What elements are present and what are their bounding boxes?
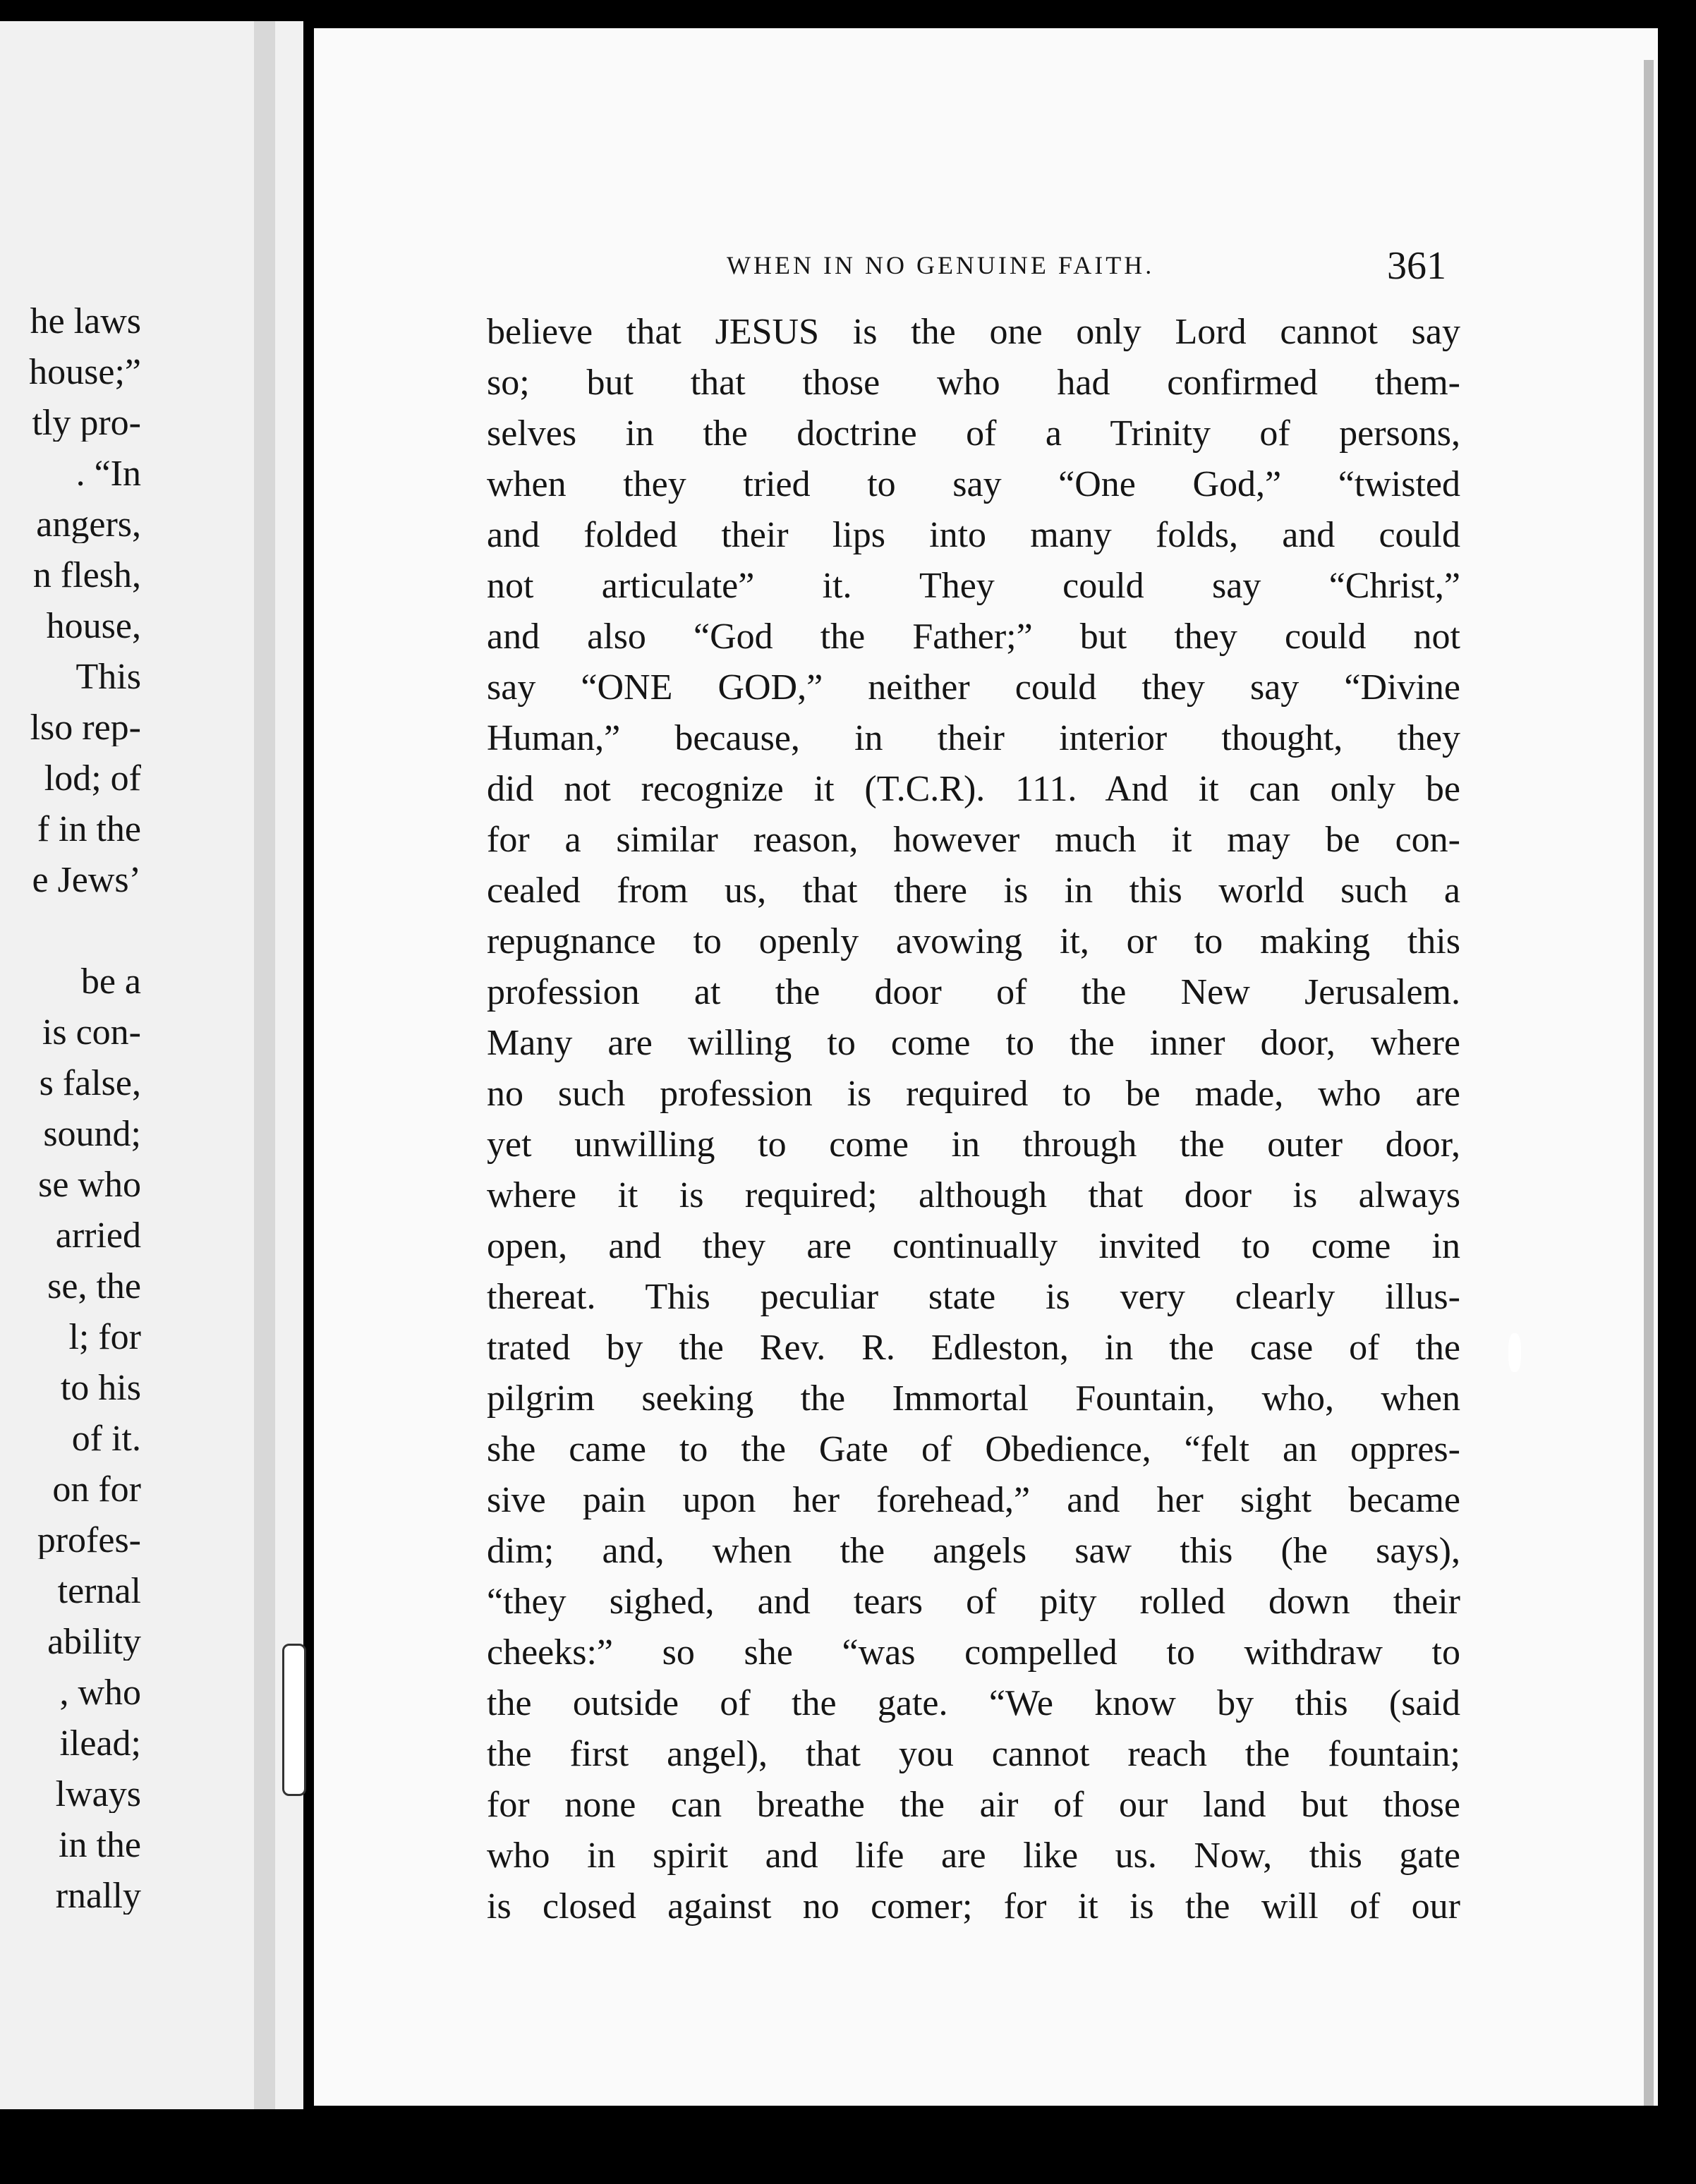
left-page-line: is con- bbox=[42, 1014, 141, 1051]
body-line: “they sighed, and tears of pity rolled down their bbox=[487, 1582, 1460, 1622]
running-head: WHEN IN NO GENUINE FAITH. bbox=[727, 251, 1155, 279]
left-page-line: be a bbox=[80, 964, 141, 1000]
page-number: 361 bbox=[1387, 244, 1446, 288]
body-line: sive pain upon her forehead,” and her sight became bbox=[487, 1480, 1460, 1520]
body-line: for a similar reason, however much it may be con- bbox=[487, 820, 1460, 860]
left-page-line: se, the bbox=[47, 1268, 141, 1305]
body-line: repugnance to openly avowing it, or to making this bbox=[487, 921, 1460, 961]
left-page-line: l; for bbox=[68, 1319, 141, 1356]
body-line: trated by the Rev. R. Edleston, in the case of the bbox=[487, 1328, 1460, 1368]
body-line: did not recognize it (T.C.R). 111. And it can only be bbox=[487, 769, 1460, 809]
body-line: Human,” because, in their interior thought, they bbox=[487, 718, 1460, 758]
body-line: thereat. This peculiar state is very clearly illus- bbox=[487, 1277, 1460, 1317]
body-line: open, and they are continually invited to come in bbox=[487, 1226, 1460, 1266]
left-page-line: f in the bbox=[37, 811, 141, 848]
body-line: is closed against no comer; for it is the will of our bbox=[487, 1886, 1460, 1927]
body-line: cheeks:” so she “was compelled to withdraw to bbox=[487, 1632, 1460, 1673]
left-page-line: angers, bbox=[36, 506, 141, 543]
body-line: when they tried to say “One God,” “twisted bbox=[487, 464, 1460, 504]
left-page-line: in the bbox=[59, 1827, 141, 1864]
left-page-line: on for bbox=[52, 1472, 141, 1508]
body-line: pilgrim seeking the Immortal Fountain, who, when bbox=[487, 1378, 1460, 1419]
left-page-line: se who bbox=[38, 1167, 141, 1203]
left-page-line: lways bbox=[55, 1776, 141, 1813]
body-line: the first angel), that you cannot reach the fountain; bbox=[487, 1734, 1460, 1774]
body-line: believe that JESUS is the one only Lord cannot say bbox=[487, 312, 1460, 352]
paper-speck bbox=[1508, 1333, 1521, 1372]
page-edge bbox=[1644, 60, 1654, 2106]
body-line: who in spirit and life are like us. Now, this gate bbox=[487, 1836, 1460, 1876]
left-page-line: This bbox=[75, 659, 141, 696]
left-page-line: of it. bbox=[71, 1421, 141, 1457]
body-line: and folded their lips into many folds, and could bbox=[487, 515, 1460, 555]
left-page-line: ability bbox=[47, 1624, 141, 1661]
body-line: not articulate” it. They could say “Christ,” bbox=[487, 566, 1460, 606]
left-page-line: profes- bbox=[37, 1522, 141, 1559]
left-page-line: . “In bbox=[75, 456, 141, 492]
left-page-line: he laws bbox=[30, 303, 141, 340]
left-page-line: s false, bbox=[39, 1065, 141, 1102]
body-line: say “ONE GOD,” neither could they say “Divine bbox=[487, 667, 1460, 708]
left-page-line: e Jews’ bbox=[32, 862, 141, 899]
left-page-line: n flesh, bbox=[32, 557, 141, 594]
body-line: where it is required; although that door is always bbox=[487, 1175, 1460, 1215]
body-line: cealed from us, that there is in this world such a bbox=[487, 870, 1460, 911]
body-line: she came to the Gate of Obedience, “felt an oppres- bbox=[487, 1429, 1460, 1469]
left-page-line: sound; bbox=[43, 1116, 141, 1153]
left-page-line: , who bbox=[59, 1675, 141, 1711]
left-page-line: ternal bbox=[57, 1573, 141, 1610]
page-gutter bbox=[254, 21, 275, 2109]
left-page-line: lod; of bbox=[44, 760, 141, 797]
body-line: so; but that those who had confirmed them- bbox=[487, 363, 1460, 403]
body-text bbox=[487, 307, 1460, 1932]
body-line: for none can breathe the air of our land but those bbox=[487, 1785, 1460, 1825]
left-page-line: house;” bbox=[29, 354, 141, 391]
body-line: no such profession is required to be made, who are bbox=[487, 1074, 1460, 1114]
body-line: selves in the doctrine of a Trinity of persons, bbox=[487, 413, 1460, 454]
body-line: dim; and, when the angels saw this (he says), bbox=[487, 1531, 1460, 1571]
body-line: the outside of the gate. “We know by this (said bbox=[487, 1683, 1460, 1723]
left-page-line: house, bbox=[46, 608, 141, 645]
left-page-line: lso rep- bbox=[30, 710, 141, 746]
left-page-line: ilead; bbox=[59, 1725, 141, 1762]
body-line: profession at the door of the New Jerusalem. bbox=[487, 972, 1460, 1012]
left-page-line: tly pro- bbox=[32, 405, 141, 442]
body-line: Many are willing to come to the inner door, where bbox=[487, 1023, 1460, 1063]
body-line: and also “God the Father;” but they could not bbox=[487, 617, 1460, 657]
body-line: yet unwilling to come in through the outer door, bbox=[487, 1124, 1460, 1165]
left-page-line: arried bbox=[55, 1218, 141, 1254]
left-page-line: rnally bbox=[55, 1878, 141, 1915]
page-header bbox=[727, 243, 1467, 293]
left-page-line: to his bbox=[60, 1370, 141, 1407]
binding-tear bbox=[282, 1644, 306, 1796]
